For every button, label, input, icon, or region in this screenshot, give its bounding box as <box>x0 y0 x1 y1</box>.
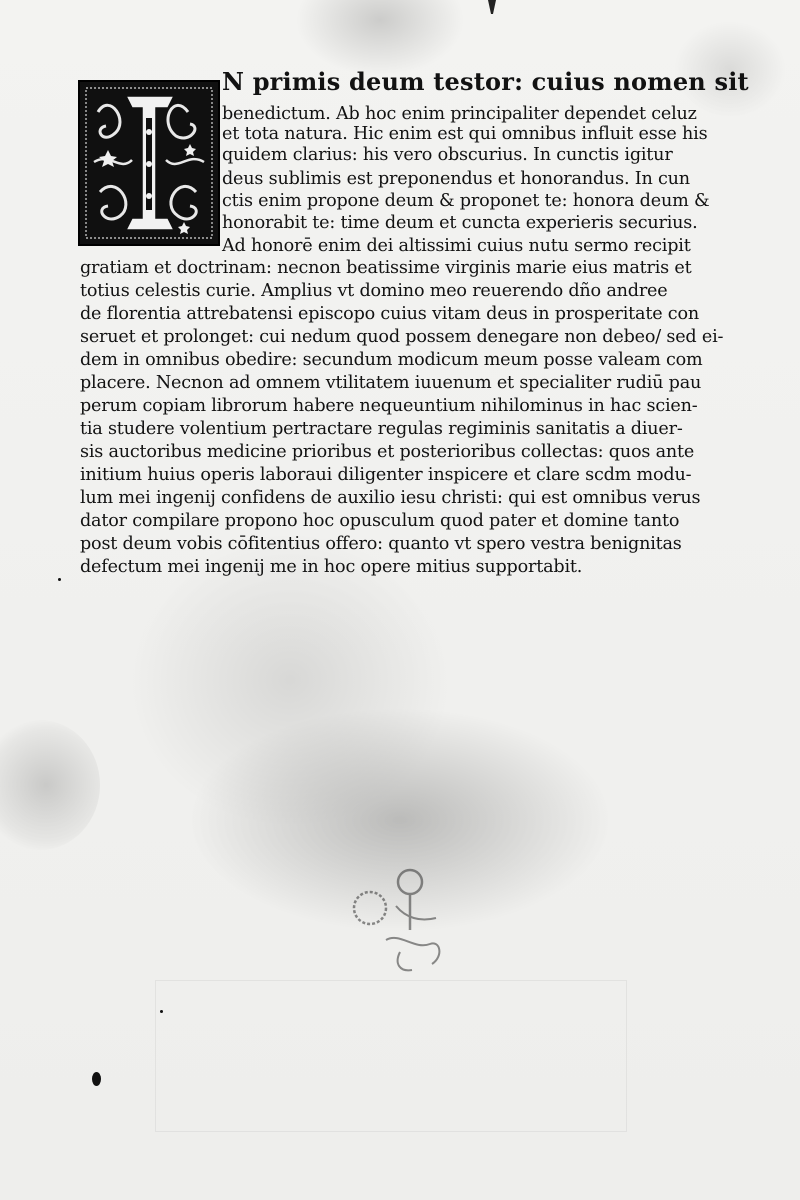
decorated-initial <box>78 80 220 246</box>
ink-speck <box>92 1072 101 1086</box>
text-line-3: et tota natura. Hic enim est qui omnibus influit esse his <box>222 124 708 144</box>
text-line-12: seruet et prolonget: cui nedum quod possem denegare non debeo/ sed ei- <box>80 327 724 347</box>
ornamental-initial-icon <box>80 82 218 244</box>
text-line-17: sis auctoribus medicine prioribus et posterioribus collectas: quos ante <box>80 442 695 462</box>
text-line-4: quidem clarius: his vero obscurius. In cunctis igitur <box>222 145 673 165</box>
text-line-18: initium huius operis laboraui diligenter inspicere et clare scdm modu- <box>80 465 692 485</box>
text-line-15: perum copiam librorum habere nequeuntium nihilominus in hac scien- <box>80 396 698 416</box>
text-line-16: tia studere volentium pertractare regulas regiminis sanitatis a diuer- <box>80 419 683 439</box>
text-line-20: dator compilare propono hoc opusculum quod pater et domine tanto <box>80 511 680 531</box>
text-line-14: placere. Necnon ad omnem vtilitatem iuuenum et specialiter rudiū pau <box>80 373 702 393</box>
text-line-13: dem in omnibus obedire: secundum modicum meum posse valeam com <box>80 350 703 370</box>
text-line-21: post deum vobis cōfitentius offero: quanto vt spero vestra benignitas <box>80 534 682 554</box>
show-through-impression <box>155 980 627 1132</box>
ink-speck <box>58 578 61 581</box>
text-line-7: honorabit te: time deum et cuncta experieris securius. <box>222 213 698 233</box>
text-line-2: benedictum. Ab hoc enim principaliter dependet celuz <box>222 104 697 124</box>
text-line-1: N primis deum testor: cuius nomen sit <box>222 67 749 96</box>
text-line-6: ctis enim propone deum & proponet te: honora deum & <box>222 191 710 211</box>
page-mark-icon <box>487 0 497 18</box>
text-line-22: defectum mei ingenij me in hoc opere mitius supportabit. <box>80 557 583 577</box>
text-line-9: gratiam et doctrinam: necnon beatissime virginis marie eius matris et <box>80 258 692 278</box>
ink-speck <box>160 1010 163 1013</box>
text-line-8: Ad honorē enim dei altissimi cuius nutu sermo recipit <box>222 236 691 256</box>
ink-bleed-stain <box>0 720 100 850</box>
text-line-10: totius celestis curie. Amplius vt domino meo reuerendo dño andree <box>80 281 668 301</box>
text-line-5: deus sublimis est preponendus et honorandus. In cun <box>222 169 690 189</box>
watermark-icon <box>340 860 460 990</box>
text-line-19: lum mei ingenij confidens de auxilio iesu christi: qui est omnibus verus <box>80 488 701 508</box>
text-line-11: de florentia attrebatensi episcopo cuius vitam deus in prosperitate con <box>80 304 699 324</box>
